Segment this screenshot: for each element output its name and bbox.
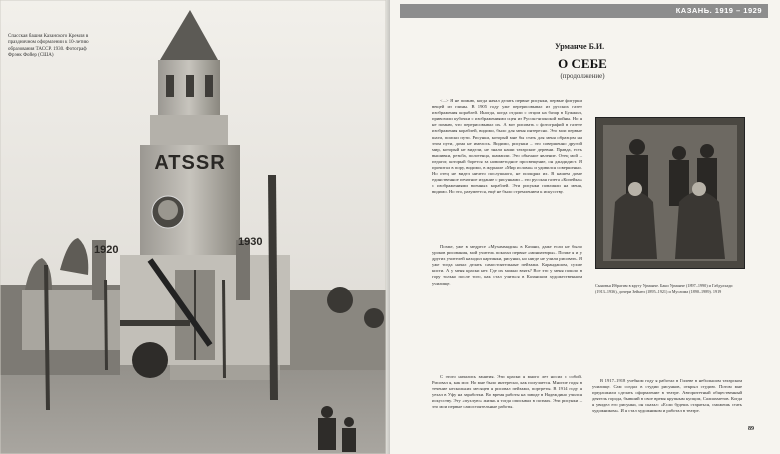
page-number: 89 (748, 426, 754, 432)
body-column-3 (432, 374, 582, 413)
article-author: Урманче Б.И. (555, 42, 605, 51)
paragraph-3: С этого начались занятия. Эти краски я много лет носил с собой. Рисовал я, как мог. Но мне было интересно, как получается. Многие годы в течение нескольких месяцев я рисовал пейзажи, портреты. В 1914 году я уехал в Уфу на заработки. Во время работы на заводе в Надеждино учился искусству. Эту «пухлую» жизнь я тогда описывал в поэмах. Эти рисунки – это мои первые самостоятельные работы. (432, 374, 582, 410)
portrait-caption: Сыновья Ибрагим в кругу Урманче. Баки Урманче (1897–1990) и Габдулхади (1913–1936), дочери Зейнеп (1895–1921) и Муслима (1890–1989). 1919 (595, 283, 733, 294)
year-sign-right: 1930 (238, 236, 263, 248)
tower-sign: ATSSR (154, 152, 226, 174)
paragraph-2: Позже, уже в медресе «Мухаммадия» в Казани, даже если не было уроков рисования, мой учитель показал первые «миниатюры». Позже я и у других учителей находил картинки, рисунки, но нигде не учили рисовать. Я уже тогда начал делать самостоятельные пейзажи. Карандашом, сухие кисти. А у меня краски нет. Где их можно взять? Все это у меня пошло в гору только после того, как стал учиться в Казанском художественном училище. (432, 244, 582, 286)
paragraph-1: <...> Я не помню, когда начал делать первые рисунки, первые фигурки вещей из глины. В 1905 году уже перерисовывал из русских газет изображения кораблей. Иногда, когда отдали с отцом на базар в Бужжил, привозили кубочки с изображениями сцен из Русско-японской войны. Но я не помню, что перерисовывал их. А вот рисовать с фотографий в газете изображения кораблей, видимо, было для меня интересно. Это мои первые шаги, поиски пути. Рисунки, который мне бы стать для меня образцом на этом пути, дома не имелось. Видимо, рисунки – это совершенно другой мир, который не видели, не знали наши татарские деревни. Правда, есть вышивки, резьба, полотенца, шамаили. Это обычное явление. Отец мой – педагог, который борется за новометодное просвещение, он джадидист. Я прочитал в пору, видимо, в журнале «Мир ислама» и удивился совершенно. Но отец не видел ничего послушного, не поощрял их. В нашем доме единственное печатное издание с рисунками – это русская газета «Копейка» с изображениями военных кораблей. Эти рисунки повлияли на меня, видимо. Но это, разумеется, ещё не было стремлением к искусству. (432, 98, 582, 195)
photo-caption: Спасская башня Казанского Кремля в праздничном оформлении к 10-летию образования ТАССР. 1930. Фотограф Фрэнк Фойер (США) (8, 34, 89, 59)
kremlin-tower-photo (0, 0, 386, 454)
article-subtitle: (продолжение) (560, 72, 605, 80)
body-column-4 (592, 378, 742, 417)
paragraph-4: В 1917–1918 учебном году я работал в Гилеве в небольшом татарском училище. Сам создал в студии рисунков, открыл студию. Потом мне предложили сделать оформление в театре. Авторитетный общественный деятель города, бывший в свое время крупным купцом, Салиахметов. Когда я увидел его рисунки, он сказал: «Если будешь стараться, сможешь стать художником». И я стал художником и работал в театре. (592, 378, 742, 414)
article-title: О СЕБЕ (558, 56, 607, 71)
year-sign-left: 1920 (94, 244, 119, 256)
running-head: КАЗАНЬ. 1919 – 1929 (400, 4, 768, 18)
body-column-2 (432, 244, 582, 289)
family-portrait-photo (595, 117, 745, 269)
body-column-1 (432, 98, 582, 198)
